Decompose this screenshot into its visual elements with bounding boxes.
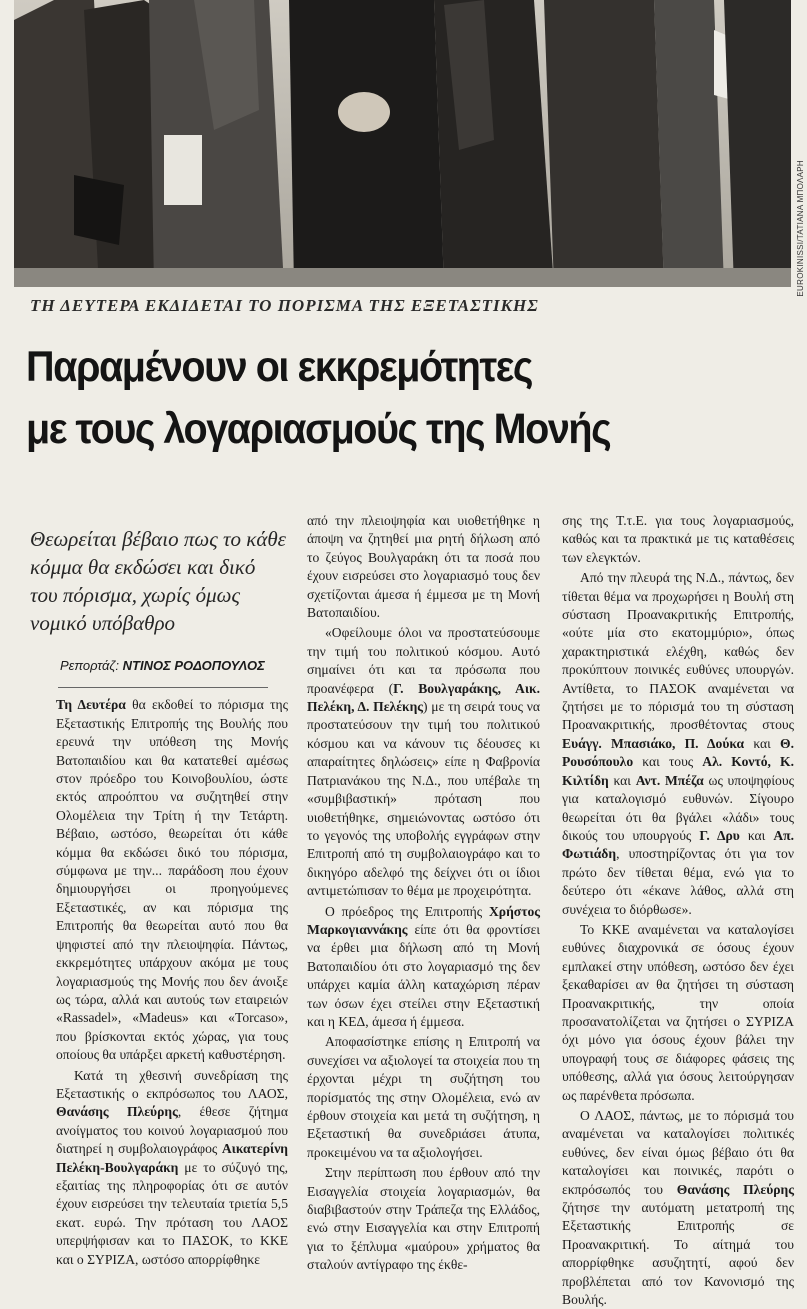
person-name: Αντ. Μπέζα — [635, 772, 704, 788]
paragraph-text: Από την πλευρά της Ν.Δ., πάντως, δεν τίθεται θέμα να προχωρήσει η Βουλή στη σύσταση Προανακριτικής Επιτροπής, «ούτε μία στο εκατομμύριο», όπως χαρακτηριστικά ελέχθη, καθώς δεν προκύπτουν ποινικές ευθύνες υπουργών. Αντίθετα, το ΠΑΣΟΚ αναμένεται να ζητήσει με το πόρισμά του τη σύσταση Προανακριτικής, προσθέτοντας στους — [562, 570, 794, 733]
paragraph-text: είπε ότι θα φροντίσει να έρθει μια δήλωση από τη Μονή Βατοπαιδίου ότι στο λογαριασμό της δεν υπάρχει καμία άλλη καταχώριση πέραν των όσων έχει στείλει στην Εξεταστική και η ΚΕΔ, άμεσα ή έμμεσα. — [307, 921, 540, 1029]
person-name: Θανάσης Πλεύρης — [676, 1181, 794, 1197]
headline-line-1: Παραμένουν οι εκκρεμότητες — [26, 343, 533, 391]
person-name: Θανάσης Πλεύρης — [56, 1104, 178, 1120]
person-name: Αικατερίνη Πελέκη-Βουλγαράκη — [56, 1141, 288, 1175]
paragraph-text: και τους — [642, 754, 694, 770]
photo-illustration — [14, 0, 791, 287]
byline-rule — [58, 687, 268, 688]
paragraph-text: «Οφείλουμε όλοι να προστατεύσουμε την τιμή του πολιτικού κόσμου. Αυτό σημαίνει ότι και τα πρόσωπα που προανέφερα ( — [307, 625, 540, 696]
person-name: Χρήστος Μαρκογιαννάκης — [307, 903, 540, 937]
paragraph-text: και — [753, 735, 771, 751]
paragraph: από την πλειοψηφία και υιοθετήθηκε η άποψη να ζητηθεί μια ρητή δήλωση από το ζεύγος Βουλγαράκη ότι τα ποσά που έχουν εισρεύσει στο λογαριασμό τους δεν σχετίζονται άμεσα ή έμμεσα με τη Μονή Βατοπαιδίου. — [307, 513, 540, 621]
paragraph-text: ζήτησε την αυτόματη μετατροπή της Εξεταστικής Επιτροπής σε Προανακριτική. Το αίτημά του απορρίφθηκε ασυζητητί, αφού δεν προβλέπεται από τον Κανονισμό της Βουλής. — [562, 1200, 794, 1308]
person-names: Αλ. Κοντό, Κ. Κιλτίδη — [562, 754, 794, 788]
paragraph — [56, 696, 288, 1064]
paragraph: Στην περίπτωση που έρθουν από την Εισαγγελία στοιχεία λογαριασμών, θα διαβιβαστούν στην Τράπεζα της Ελλάδος, ενώ στην Εισαγγελία και στην Επιτροπή για το ξέπλυμα «μαύρου» χρήματος θα σταλούν αντίγραφο της έκθε- — [307, 1165, 540, 1273]
byline-name: ΝΤΙΝΟΣ ΡΟΔΟΠΟΥΛΟΣ — [122, 658, 265, 673]
news-photo — [14, 0, 791, 287]
byline-label: Ρεπορτάζ: — [60, 658, 120, 673]
paragraph-text: Ο ΛΑΟΣ, πάντως, με το πόρισμά του αναμένεται να καταλογίσει πολιτικές ευθύνες, δεν είναι όμως βέβαιο ότι θα καταλογίσει και ποινικές, παρότι ο εκπρόσωπός του — [562, 1108, 794, 1197]
paragraph: Αποφασίστηκε επίσης η Επιτροπή να συνεχίσει να αξιολογεί τα στοιχεία που τη έρχονται μέχρι τη συζήτηση του πορίσματός της στην Ολομέλεια, ενώ αν έρθουν στοιχεία και μετά τη συζήτηση, η Εξεταστική θα συνεδριάσει άτυπα, προκειμένου να τα αξιολογήσει. — [307, 1034, 540, 1160]
paragraph — [56, 1067, 288, 1269]
article-column-3 — [562, 512, 794, 1309]
person-name: Γ. Δρυ — [699, 827, 740, 843]
paragraph-text: και — [613, 772, 631, 788]
person-name: Θ. Ρουσόπουλο — [562, 735, 794, 770]
paragraph-text: ως υποψηφίους για καταλογισμό ευθυνών. Σίγουρο θεωρείται ότι θα βγάλει «λάδι» τους δικούς του υπουργούς — [562, 772, 794, 843]
paragraph-text: και — [747, 827, 766, 843]
deck: Θεωρείται βέβαιο πως το κάθε κόμμα θα εκδώσει και δικό του πόρισμα, χωρίς όμως νομικό υπόβαθρο — [30, 527, 286, 635]
paragraph: σης της Τ.τ.Ε. για τους λογαριασμούς, καθώς και τα πρακτικά με τις καταθέσεις των ελεγκτών. — [562, 513, 794, 565]
paragraph — [562, 569, 794, 919]
photo-credit: EUROKINISSI/ΤΑΤΙΑΝΑ ΜΠΟΛΑΡΗ — [796, 160, 805, 297]
paragraph-text: Ο πρόεδρος της Επιτροπής — [325, 903, 483, 919]
paragraph: Το ΚΚΕ αναμένεται να καταλογίσει ευθύνες διαχρονικά σε όσους έχουν εμπλακεί στην υπόθεση, ωστόσο δεν έχει ξεκαθαρίσει αν θα ζητήσει τη σύσταση Προανακριτικής, την οποία προσανατολίζεται να ζητήσει ο ΣΥΡΙΖΑ όχι μόνο για όσους έχουν βάλει την υπογραφή τους σε διάφορες φάσεις της υπόθεσης, αλλά για όσους λειτούργησαν ως παρένθετα πρόσωπα. — [562, 921, 794, 1103]
paragraph — [307, 903, 540, 1032]
article-column-2 — [307, 512, 540, 1275]
paragraph-text: Κατά τη χθεσινή συνεδρίαση της Εξεταστικής ο εκπρόσωπος του ΛΑΟΣ, — [56, 1067, 288, 1101]
paragraph-text: θα εκδοθεί το πόρισμα της Εξεταστικής Επιτροπής της Βουλής που ερευνά την υπόθεση της Μονής Βατοπαιδίου και θα κατατεθεί αμέσως στον πρόεδρο του Κοινοβουλίου, ώστε εκτός απροόπτου να συζητηθεί στην Ολομέλεια την Τρίτη ή την Τετάρτη. Βέβαιο, ωστόσο, θεωρείται ότι κάθε κόμμα θα εκδώσει δικό του πόρισμα, σύμφωνα με την... παράδοση που έχουν δημιουργήσει οι προηγούμενες Εξεταστικές, αν και πόρισμα της Επιτροπής θα θεωρείται αυτό που θα ψηφιστεί από την πλειοψηφία. Πάντως, εκκρεμότητες υπάρχουν ακόμα με τους λογαριασμούς της Μονής που δεν άνοιξε ως τώρα, αλλά και αυτούς των εταιρειών «Rassadel», «Madeus» και «Torcaso», που βρίσκονται εκτός χώρας, για τους οποίους θα υπάρξει αρκετή καθυστέρηση. — [56, 697, 288, 1063]
headline — [26, 336, 725, 460]
person-names: Ευάγγ. Μπασιάκο, Π. Δούκα — [562, 735, 745, 751]
byline — [60, 657, 288, 675]
paragraph-text: , έθεσε ζήτημα ανοίγματος του κοινού λογαριασμού που διατηρεί η συμβολαιογράφος — [56, 1104, 288, 1157]
lead-word: Τη Δευτέρα — [56, 697, 126, 713]
paragraph-text: ) με τη σειρά τους να προστατεύσουν την τιμή του πολιτικού κόσμου και να κάνουν τις δέουσες κι απαραίτητες δηλώσεις» είπε η Φαβρονία Πατριανάκου της Ν.Δ., που υπέβαλε τη «συμβιβαστική» πρόταση που υιοθετήθηκε, σημειώνοντας ωστόσο ότι το γεγονός της υποβολής εγγράφων στην Επιτροπή από τη συμβολαιογράφο και το δικηγόρο αδελφό της δείχνει ότι οι ίδιοι αντιμετώπισαν το θέμα με προχειρότητα. — [307, 699, 540, 899]
paragraph — [562, 1107, 794, 1309]
paragraph-text: , υποστηρίζοντας ότι για τον πρώτο δεν τίθεται θέμα, ενώ για το δεύτερο ότι «έκανε λάθος, αλλά στη συνέχεια το διόρθωσε». — [562, 846, 794, 917]
article-column-1 — [30, 525, 288, 1269]
paragraph — [307, 624, 540, 900]
headline-line-2: με τους λογαριασμούς της Μονής — [26, 405, 611, 453]
person-name: Απ. Φωτιάδη — [562, 827, 795, 862]
person-names: Γ. Βουλγαράκης, Αικ. Πελέκη, Δ. Πελέκης — [307, 680, 540, 715]
kicker: ΤΗ ΔΕΥΤΕΡΑ ΕΚΔΙΔΕΤΑΙ ΤΟ ΠΟΡΙΣΜΑ ΤΗΣ ΕΞΕΤΑΣΤΙΚΗΣ — [30, 296, 539, 315]
paragraph-text: με το σύζυγό της, εξαιτίας της πληροφορίας ότι σε αυτόν έχουν εισρεύσει την τελευταία τριετία 5,5 εκατ. ευρώ. Την πρόταση του ΛΑΟΣ υπερψήφισαν και το ΠΑΣΟΚ, το ΚΚΕ και ο ΣΥΡΙΖΑ, ωστόσο απορρίφθηκε — [56, 1159, 288, 1267]
